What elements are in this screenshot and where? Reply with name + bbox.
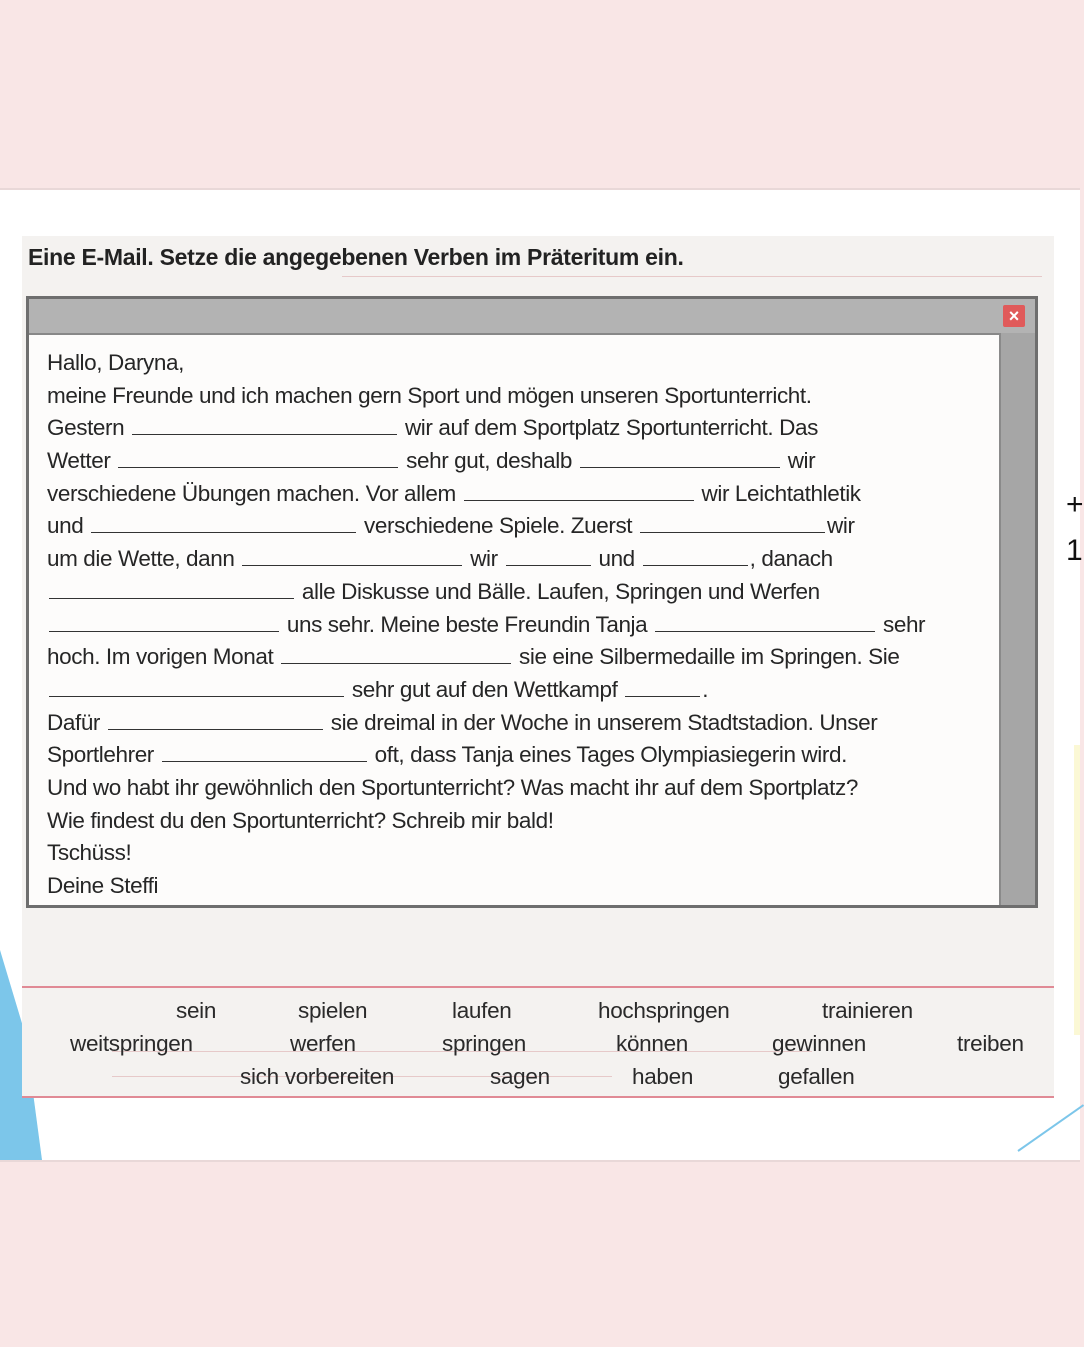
answer-blank[interactable] <box>49 676 344 697</box>
edge-glyph-plus: + <box>1066 488 1084 521</box>
word-bank-item: sich vorbereiten <box>240 1064 395 1089</box>
email-line <box>47 772 987 805</box>
email-text: oft, dass Tanja eines Tages Olympiasiegerin wird. <box>368 742 847 768</box>
email-text: wir <box>827 513 855 539</box>
email-text: wir <box>464 546 504 572</box>
answer-blank[interactable] <box>118 447 398 468</box>
blue-accent-line <box>1017 1104 1084 1152</box>
email-text: Deine Steffi <box>47 873 159 898</box>
email-scrollbar[interactable] <box>999 333 1035 905</box>
email-text: sehr <box>877 611 926 637</box>
email-text: meine Freunde und ich machen gern Sport und mögen unseren Sportunterricht. <box>47 382 812 408</box>
email-text: alle Diskusse und Bälle. Laufen, Springen und Werfen <box>296 578 820 604</box>
email-text: sie dreimal in der Woche in unserem Stadtstadion. Unser <box>324 709 878 735</box>
answer-blank[interactable] <box>506 545 591 566</box>
answer-blank[interactable] <box>49 578 294 599</box>
word-bank-item: treiben <box>957 1031 1024 1056</box>
answer-blank[interactable] <box>162 741 367 762</box>
cropped-edge-text <box>1066 482 1084 574</box>
email-text: Dafür <box>47 709 106 735</box>
word-bank-item: haben <box>632 1064 694 1089</box>
word-bank-item: können <box>616 1031 689 1056</box>
email-text: , danach <box>749 546 833 572</box>
email-body <box>47 347 987 903</box>
word-bank-item: sagen <box>490 1064 550 1089</box>
close-icon[interactable]: × <box>1003 305 1025 327</box>
word-bank-item: weitspringen <box>70 1031 193 1056</box>
email-line <box>47 478 987 511</box>
word-bank-item: sein <box>176 998 217 1023</box>
email-text: wir Leichtathletik <box>695 480 861 506</box>
email-line <box>47 445 987 478</box>
worksheet-photo <box>22 236 1054 1098</box>
answer-blank[interactable] <box>49 611 279 632</box>
email-line <box>47 609 987 642</box>
email-text: sie eine Silbermedaille im Springen. Sie <box>513 644 900 670</box>
answer-blank[interactable] <box>108 709 323 730</box>
email-text: und <box>592 546 641 572</box>
email-text: verschiedene Übungen machen. Vor allem <box>47 480 462 506</box>
word-bank-item: springen <box>442 1031 526 1056</box>
email-line <box>47 576 987 609</box>
email-text: Hallo, Daryna, <box>47 350 184 375</box>
word-bank-top-rule <box>22 986 1054 988</box>
email-line <box>47 739 987 772</box>
word-bank-bottom-rule <box>22 1096 1054 1098</box>
exercise-title: Eine E-Mail. Setze die angegebenen Verben im Präteritum ein. <box>28 244 684 270</box>
word-bank-item: laufen <box>452 998 512 1023</box>
answer-blank[interactable] <box>580 447 780 468</box>
email-line <box>47 412 987 445</box>
email-text: verschiedene Spiele. Zuerst <box>358 513 639 539</box>
email-text: sehr gut auf den Wettkampf <box>346 676 624 702</box>
email-text: wir <box>781 448 816 474</box>
answer-blank[interactable] <box>91 512 356 533</box>
answer-blank[interactable] <box>625 676 700 697</box>
email-line <box>47 641 987 674</box>
word-bank-item: werfen <box>290 1031 356 1056</box>
email-line <box>47 543 987 576</box>
word-bank-item: gefallen <box>778 1064 855 1089</box>
email-line <box>47 837 987 870</box>
email-line <box>47 674 987 707</box>
email-line <box>47 805 987 838</box>
email-text: Sportlehrer <box>47 742 160 768</box>
email-text: Gestern <box>47 415 131 441</box>
email-text: uns sehr. Meine beste Freundin Tanja <box>281 611 654 637</box>
answer-blank[interactable] <box>655 611 875 632</box>
word-bank-item: gewinnen <box>772 1031 866 1056</box>
email-text: um die Wette, dann <box>47 546 241 572</box>
email-line <box>47 870 987 903</box>
yellow-accent-strip <box>1074 745 1080 1035</box>
word-bank-item: spielen <box>298 998 368 1023</box>
email-window <box>26 296 1038 908</box>
email-text: Tschüss! <box>47 840 132 866</box>
email-text: hoch. Im vorigen Monat <box>47 644 280 670</box>
answer-blank[interactable] <box>640 512 825 533</box>
answer-blank[interactable] <box>132 414 397 435</box>
email-titlebar <box>29 299 1035 335</box>
answer-blank[interactable] <box>464 480 694 501</box>
email-text: und <box>47 513 90 539</box>
email-line <box>47 510 987 543</box>
word-bank-item: hochspringen <box>598 998 730 1023</box>
email-text: Wie findest du den Sportunterricht? Schreib mir bald! <box>47 807 554 833</box>
answer-blank[interactable] <box>643 545 748 566</box>
email-text: sehr gut, deshalb <box>400 448 578 474</box>
answer-blank[interactable] <box>281 643 511 664</box>
answer-blank[interactable] <box>242 545 462 566</box>
word-bank-item: trainieren <box>822 998 913 1023</box>
email-line <box>47 380 987 413</box>
email-text: . <box>702 676 709 702</box>
edge-glyph-one: 1 <box>1066 534 1083 567</box>
email-line <box>47 707 987 740</box>
email-line <box>47 347 987 380</box>
email-text: Und wo habt ihr gewöhnlich den Sportunterricht? Was macht ihr auf dem Sportplatz? <box>47 774 858 800</box>
email-text: Wetter <box>47 448 117 474</box>
email-text: wir auf dem Sportplatz Sportunterricht. Das <box>399 415 818 441</box>
